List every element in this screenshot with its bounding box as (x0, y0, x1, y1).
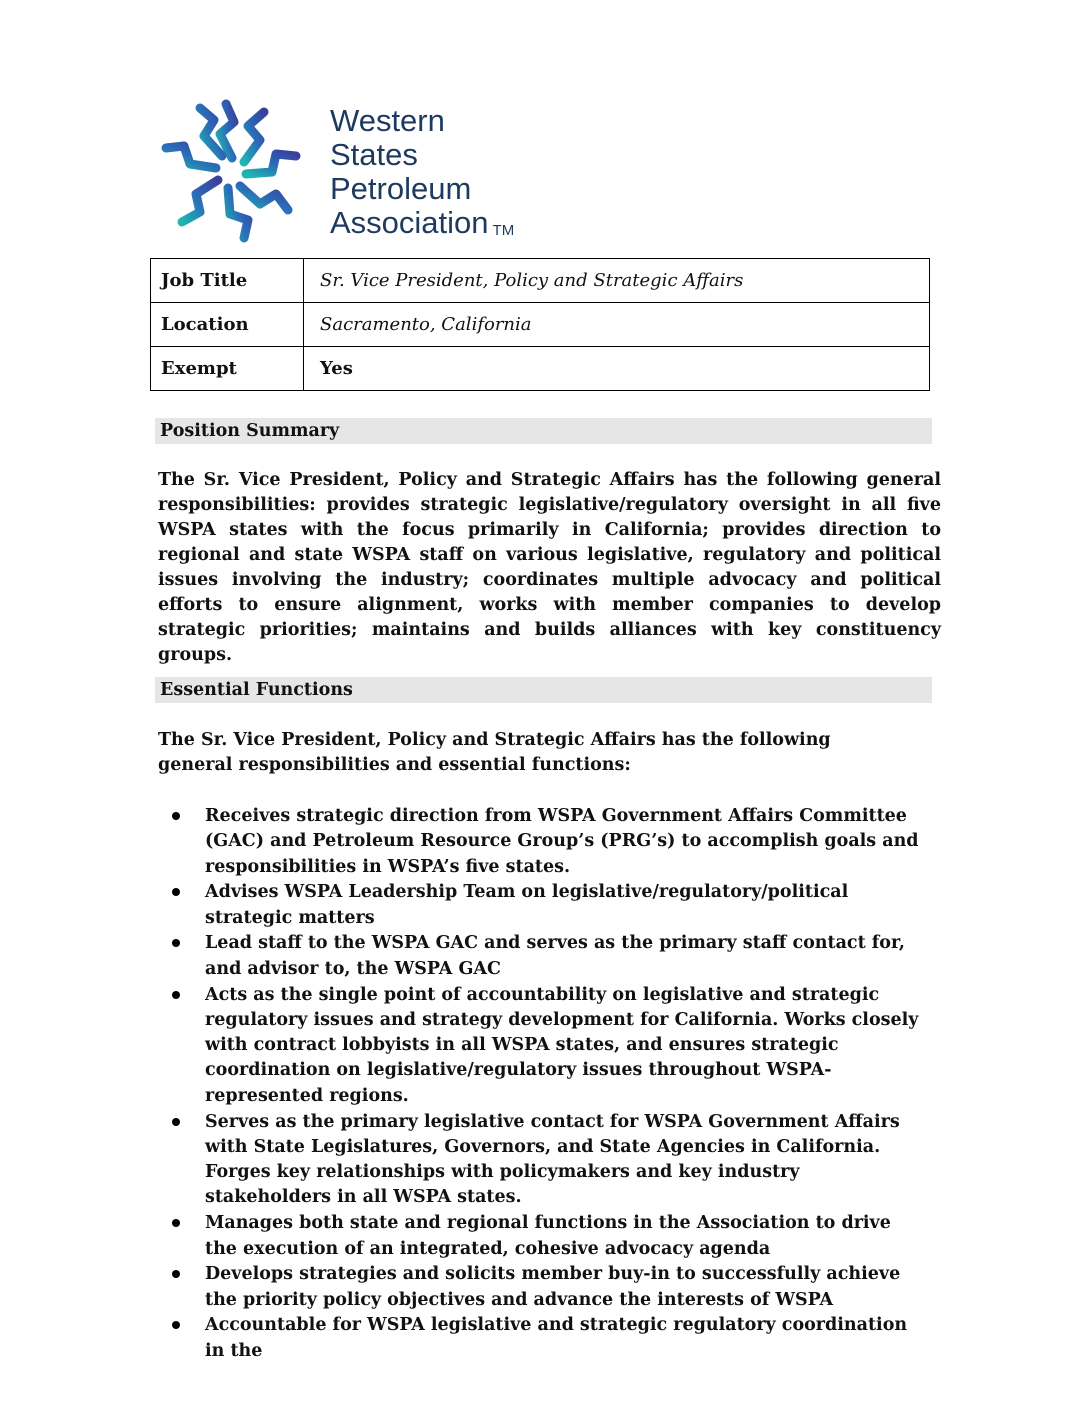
bullet-icon (172, 812, 180, 820)
list-item: Develops strategies and solicits member buy-in to successfully achieve the priority policy objectives and advance the interests of WSPA (158, 1262, 928, 1313)
logo-line-2: States (330, 137, 418, 172)
job-title-value: Sr. Vice President, Policy and Strategic Affairs (304, 259, 930, 303)
list-item: Acts as the single point of accountability on legislative and strategic regulatory issues and strategy development for California. Works closely with contract lobbyists in all WSPA states, and ensures strategic coordination on legislative/regulatory issues throughout WSPA-represented regions. (158, 983, 928, 1109)
wspa-star-logo-icon (160, 98, 305, 243)
position-summary-text: The Sr. Vice President, Policy and Strategic Affairs has the following general responsibilities: provides strategic legislative/regulatory oversight in all five WSPA states with the focus primarily in California; provides direction to regional and state WSPA staff on various legislative, regulatory and political issues involving the industry; coordinates multiple advocacy and political efforts to ensure alignment, works with member companies to develop strategic priorities; maintains and builds alliances with key constituency groups. (158, 470, 941, 665)
logo-line-1: Western (330, 103, 445, 138)
bullet-icon (172, 991, 180, 999)
bullet-icon (172, 939, 180, 947)
essential-functions-intro: The Sr. Vice President, Policy and Strategic Affairs has the following general responsibilities and essential functions: (158, 730, 831, 775)
location-label: Location (151, 303, 304, 347)
essential-functions-heading: Essential Functions (155, 677, 932, 703)
exempt-value: Yes (304, 347, 930, 391)
list-item: Manages both state and regional functions in the Association to drive the execution of an integrated, cohesive advocacy agenda (158, 1211, 928, 1262)
exempt-label: Exempt (151, 347, 304, 391)
job-info-table (150, 258, 930, 391)
list-item: Advises WSPA Leadership Team on legislative/regulatory/political strategic matters (158, 880, 928, 931)
logo-line-3: Petroleum (330, 171, 472, 206)
list-item: Lead staff to the WSPA GAC and serves as the primary staff contact for, and advisor to, the WSPA GAC (158, 931, 928, 982)
logo-line-4: Association (330, 205, 489, 240)
location-value: Sacramento, California (304, 303, 930, 347)
job-title-label: Job Title (151, 259, 304, 303)
bullet-icon (172, 1321, 180, 1329)
trademark: TM (492, 222, 515, 239)
bullet-icon (172, 1270, 180, 1278)
list-item: Serves as the primary legislative contact for WSPA Government Affairs with State Legislatures, Governors, and State Agencies in California. Forges key relationships with policymakers and key industry stakeholders in all WSPA states. (158, 1110, 928, 1211)
bullet-icon (172, 1219, 180, 1227)
table-row (151, 303, 930, 347)
list-item: Accountable for WSPA legislative and strategic regulatory coordination in the (158, 1313, 928, 1364)
bullet-icon (172, 888, 180, 896)
wspa-logo (160, 98, 540, 248)
logo-wordmark (330, 104, 514, 248)
position-summary-heading: Position Summary (155, 418, 932, 444)
essential-functions-list (158, 804, 928, 1365)
bullet-icon (172, 1118, 180, 1126)
table-row (151, 259, 930, 303)
list-item: Receives strategic direction from WSPA Government Affairs Committee (GAC) and Petroleum Resource Group’s (PRG’s) to accomplish goals and responsibilities in WSPA’s five states. (158, 804, 928, 880)
table-row (151, 347, 930, 391)
